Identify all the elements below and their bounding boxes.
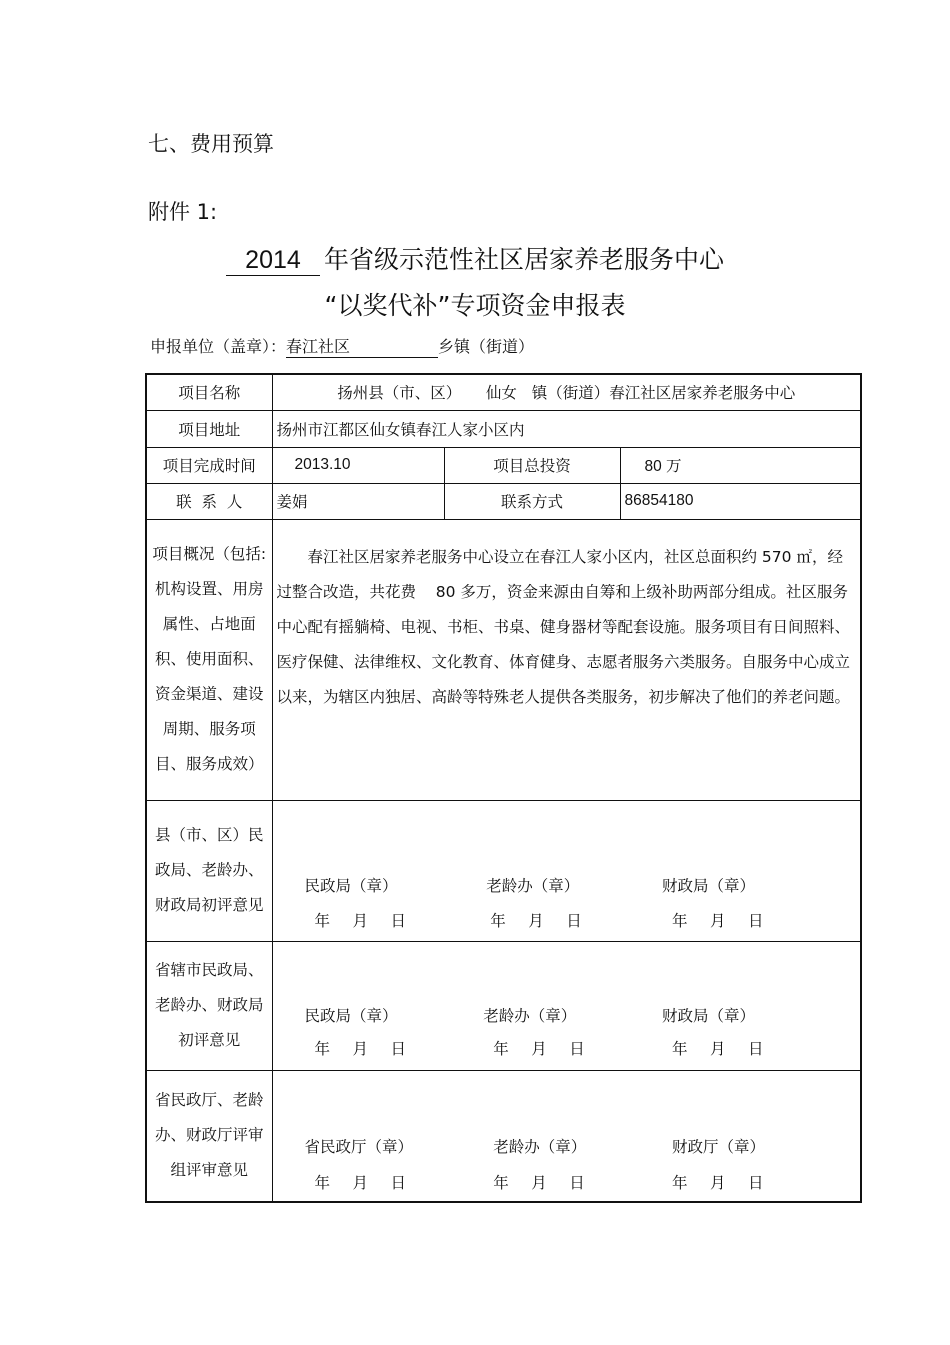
- date-line: [305, 1165, 429, 1201]
- overview-text-cell: [272, 519, 861, 800]
- address-value: 扬州市江都区仙女镇春江人家小区内: [272, 410, 861, 447]
- stamp-label: 老龄办（章）: [483, 1006, 577, 1025]
- date-day: 日: [748, 1039, 764, 1058]
- date-year: 年: [493, 1174, 509, 1192]
- date-line: [662, 1033, 786, 1066]
- stamp-label: 财政局（章）: [662, 876, 756, 895]
- row-province-opinion: [146, 1070, 861, 1202]
- county-opinion-cell: [272, 800, 861, 941]
- date-line: [662, 904, 786, 939]
- province-opinion-cell: [272, 1070, 861, 1202]
- form-year: 2014: [226, 246, 320, 276]
- project-name-label: 项目名称: [146, 374, 272, 410]
- county-stamps: [277, 869, 857, 939]
- date-year: 年: [672, 1174, 688, 1192]
- date-month: 月: [710, 1174, 726, 1192]
- applicant-suffix: 乡镇（街道）: [438, 337, 535, 356]
- date-day: 日: [390, 1174, 407, 1192]
- overview-text: 春江社区居家养老服务中心设立在春江人家小区内，社区总面积约 570 ㎡，经过整合改造，共花费 80 多万，资金来源由自筹和上级补助两部分组成。社区服务中心配有摇躺椅、电视、书柜、书桌、健身器材等配套设施。服务项目有日间照料、医疗保健、法律维权、文化教育、体育健身、志愿者服务六类服务。自服务中心成立以来，为辖区内独居、高龄等特殊老人提供各类服务，初步解决了他们的养老问题。: [276, 547, 851, 706]
- date-day: 日: [566, 911, 582, 930]
- date-month: 月: [528, 911, 544, 930]
- row-contact: [146, 483, 861, 519]
- applicant-label: 申报单位（盖章）：: [150, 337, 287, 356]
- city-stamp-civil: [305, 1000, 429, 1066]
- date-month: 月: [710, 911, 726, 930]
- province-stamp-civil: [305, 1129, 429, 1201]
- date-year: 年: [314, 1039, 331, 1058]
- overview-label: 项目概况（包括: 机构设置、用房属性、占地面积、使用面积、资金渠道、建设周期、服务项目、服务成效）: [146, 519, 272, 800]
- date-day: 日: [748, 1174, 764, 1192]
- date-line: [493, 1165, 607, 1201]
- city-opinion-cell: [272, 941, 861, 1070]
- contact-label: 联 系 人: [146, 483, 272, 519]
- completion-label: 项目完成时间: [146, 447, 272, 483]
- date-day: 日: [390, 911, 407, 930]
- completion-value: 2013.10: [272, 447, 444, 483]
- province-stamp-finance: [672, 1129, 786, 1201]
- stamp-label: 老龄办（章）: [493, 1138, 587, 1156]
- contact-method-value: 86854180: [620, 483, 861, 519]
- investment-value: 80 万: [620, 447, 861, 483]
- date-year: 年: [672, 911, 688, 930]
- date-year: 年: [672, 1039, 688, 1058]
- date-line: [305, 904, 429, 939]
- date-day: 日: [748, 911, 764, 930]
- date-month: 月: [710, 1039, 726, 1058]
- date-month: 月: [352, 1174, 369, 1192]
- attachment-label: 附件 1:: [148, 200, 218, 224]
- project-name-value: 扬州县（市、区） 仙女 镇（街道）春江社区居家养老服务中心: [272, 374, 861, 410]
- city-stamp-finance: [662, 1000, 786, 1066]
- date-line: [672, 1165, 786, 1201]
- county-stamp-aging: [486, 869, 604, 939]
- date-year: 年: [490, 911, 506, 930]
- date-year: 年: [314, 1174, 331, 1192]
- stamp-label: 财政厅（章）: [672, 1138, 766, 1156]
- date-day: 日: [569, 1174, 585, 1192]
- address-label: 项目地址: [146, 410, 272, 447]
- row-county-opinion: [146, 800, 861, 941]
- date-line: [486, 904, 604, 939]
- form-title-line2: “以奖代补”专项资金申报表: [324, 291, 626, 320]
- applicant-value: 春江社区: [286, 334, 438, 358]
- form-title-text: 年省级示范性社区居家养老服务中心: [323, 245, 724, 274]
- contact-value: 姜娟: [272, 483, 444, 519]
- date-day: 日: [390, 1039, 407, 1058]
- province-stamps: [277, 1129, 857, 1201]
- province-stamp-aging: [493, 1129, 607, 1201]
- city-stamps: [277, 1000, 857, 1066]
- row-project-name: [146, 374, 861, 410]
- application-form-table: [145, 373, 862, 1203]
- date-month: 月: [531, 1174, 547, 1192]
- date-year: 年: [314, 911, 331, 930]
- province-opinion-label: 省民政厅、老龄办、财政厅评审组评审意见: [146, 1070, 272, 1202]
- city-stamp-aging: [483, 1000, 607, 1066]
- contact-method-label: 联系方式: [444, 483, 620, 519]
- row-overview: [146, 519, 861, 800]
- date-month: 月: [531, 1039, 547, 1058]
- date-month: 月: [352, 1039, 369, 1058]
- stamp-label: 民政局（章）: [304, 1006, 398, 1025]
- investment-label: 项目总投资: [444, 447, 620, 483]
- date-line: [483, 1033, 607, 1066]
- stamp-label: 老龄办（章）: [486, 876, 580, 895]
- row-city-opinion: [146, 941, 861, 1070]
- row-address: [146, 410, 861, 447]
- date-day: 日: [569, 1039, 585, 1058]
- form-title-line1: [0, 240, 950, 276]
- county-opinion-label: 县（市、区）民政局、老龄办、财政局初评意见: [146, 800, 272, 941]
- stamp-label: 民政局（章）: [304, 876, 398, 895]
- city-opinion-label: 省辖市民政局、老龄办、财政局初评意见: [146, 941, 272, 1070]
- date-year: 年: [493, 1039, 509, 1058]
- stamp-label: 省民政厅（章）: [304, 1138, 414, 1156]
- date-line: [305, 1033, 429, 1066]
- row-completion: [146, 447, 861, 483]
- county-stamp-finance: [662, 869, 786, 939]
- stamp-label: 财政局（章）: [662, 1006, 756, 1025]
- date-month: 月: [352, 911, 369, 930]
- section-heading: 七、费用预算: [148, 132, 274, 156]
- county-stamp-civil: [305, 869, 429, 939]
- applicant-line: [150, 334, 534, 358]
